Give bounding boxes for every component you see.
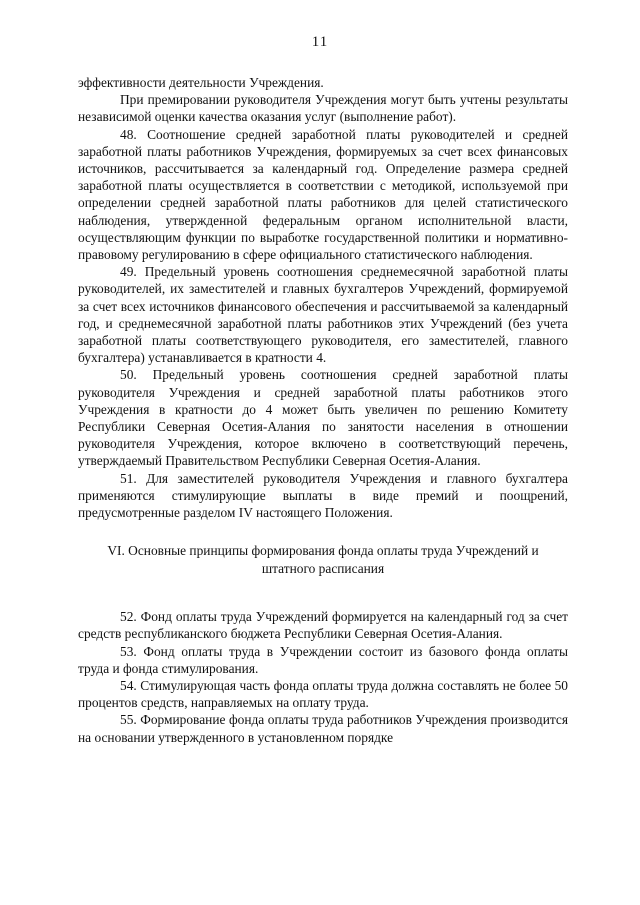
paragraph-49: 49. Предельный уровень соотношения среднемесячной заработной платы руководителей, их заместителей и главных бухгалтеров Учреждений, формируемой за счет всех источников финансового обеспечения и рассчитываемой за календарный год, и среднемесячной заработной платы работников этих Учреждений (без учета заработной платы соответствующего руководителя, его заместителей, главного бухгалтера) устанавливается в кратности 4. <box>78 264 568 366</box>
section-heading-line-2: штатного расписания <box>261 560 385 576</box>
section-heading <box>78 542 568 577</box>
paragraph-51: 51. Для заместителей руководителя Учреждения и главного бухгалтера применяются стимулирующие выплаты в виде премий и поощрений, предусмотренные разделом IV настоящего Положения. <box>78 470 568 521</box>
paragraph-54: 54. Стимулирующая часть фонда оплаты труда должна составлять не более 50 процентов средств, направляемых на оплату труда. <box>78 677 568 711</box>
paragraph-50: 50. Предельный уровень соотношения средней заработной платы руководителя Учреждения и средней заработной платы работников этого Учреждения в кратности до 4 может быть увеличен по решению Комитету Республики Северная Осетия-Алания по занятости населения в отношении руководителя Учреждения, которое включено в соответствующий перечень, утверждаемый Правительством Республики Северная Осетия-Алания. <box>78 367 568 469</box>
paragraph-53: 53. Фонд оплаты труда в Учреждении состоит из базового фонда оплаты труда и фонда стимулирования. <box>78 643 568 676</box>
paragraph-continuation: эффективности деятельности Учреждения. <box>78 75 324 90</box>
page-number: 11 <box>311 34 329 50</box>
paragraph-52: 52. Фонд оплаты труда Учреждений формируется на календарный год за счет средств республиканского бюджета Республики Северная Осетия-Алания. <box>78 609 568 642</box>
paragraph-55: 55. Формирование фонда оплаты труда работников Учреждения производится на основании утвержденного в установленном порядке <box>78 712 568 745</box>
paragraph: При премировании руководителя Учреждения могут быть учтены результаты независимой оценки качества оказания услуг (выполнение работ). <box>78 92 568 125</box>
section-heading-line-1: VI. Основные принципы формирования фонда оплаты труда Учреждений и <box>107 543 539 559</box>
document-body <box>78 74 568 746</box>
paragraph-48: 48. Соотношение средней заработной платы руководителей и средней заработной платы работников Учреждения, формируемых за счет всех финансовых источников, рассчитывается за календарный год. Определение размера средней заработной платы осуществляется в соответствии с методикой, используемой при определении средней заработной платы работников для целей статистического наблюдения, утвержденной федеральным органом исполнительной власти, осуществляющим функции по выработке государственной политики и нормативно-правовому регулированию в сфере официального статистического наблюдения. <box>78 126 568 263</box>
